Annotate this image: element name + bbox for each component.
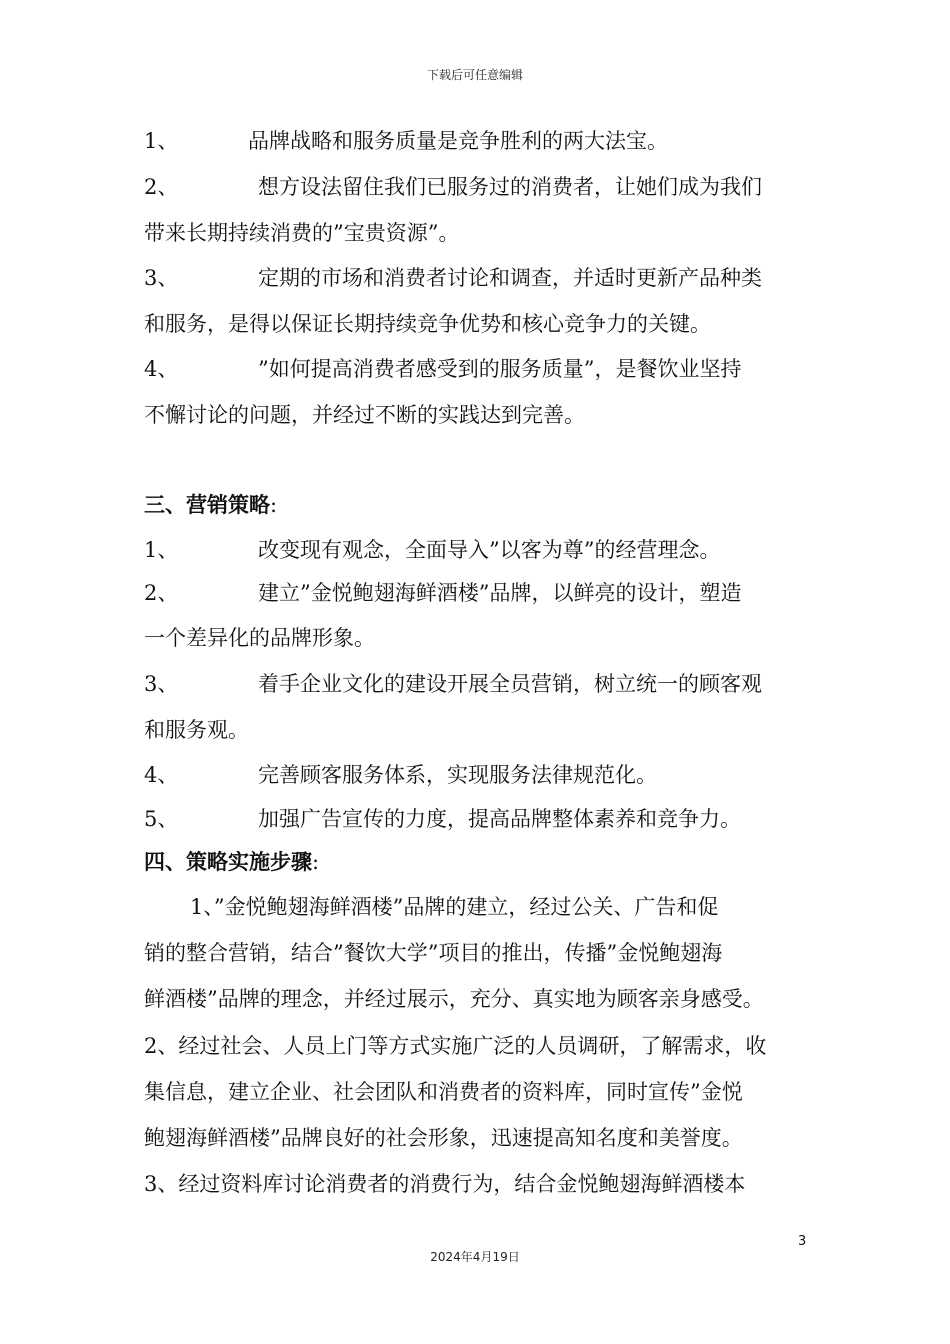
- paragraph-line: 销的整合营销，结合”餐饮大学”项目的推出，传播”金悦鲍翅海: [144, 941, 723, 965]
- item-text: 想方设法留住我们已服务过的消费者，让她们成为我们: [258, 175, 762, 199]
- paragraph-line: 鲍翅海鲜酒楼”品牌良好的社会形象，迅速提高知名度和美誉度。: [144, 1126, 743, 1150]
- item-number: 2、: [144, 581, 179, 605]
- paragraph-line: 鲜酒楼”品牌的理念，并经过展示，充分、真实地为顾客亲身感受。: [144, 987, 764, 1011]
- section-heading: [144, 492, 824, 518]
- paragraph-line: 2、经过社会、人员上门等方式实施广泛的人员调研，了解需求，收: [144, 1034, 767, 1058]
- list-item: [144, 174, 824, 200]
- list-item: [144, 762, 824, 788]
- list-item: [144, 128, 824, 154]
- item-text: 着手企业文化的建设开展全员营销，树立统一的顾客观: [258, 672, 762, 696]
- item-number: 3、: [144, 672, 179, 696]
- item-number: 4、: [144, 357, 179, 381]
- item-continuation: 不懈讨论的问题，并经过不断的实践达到完善。: [144, 403, 585, 427]
- item-text: 改变现有观念，全面导入”以客为尊”的经营理念。: [258, 538, 721, 562]
- item-continuation: 和服务观。: [144, 718, 249, 742]
- list-item: [144, 537, 824, 563]
- item-text: 定期的市场和消费者讨论和调查，并适时更新产品种类: [258, 266, 762, 290]
- item-continuation: 一个差异化的品牌形象。: [144, 626, 375, 650]
- item-text: ”如何提高消费者感受到的服务质量”，是餐饮业坚持: [258, 357, 742, 381]
- page-footer-date: 2024年4月19日: [430, 1250, 520, 1264]
- item-text: 完善顾客服务体系，实现服务法律规范化。: [258, 763, 657, 787]
- list-item: [144, 265, 824, 291]
- item-continuation: 和服务，是得以保证长期持续竞争优势和核心竞争力的关键。: [144, 312, 711, 336]
- item-text: 品牌战略和服务质量是竞争胜利的两大法宝。: [248, 129, 668, 153]
- item-number: 4、: [144, 763, 179, 787]
- section-title: 三、营销策略: [144, 493, 270, 517]
- section-heading: [144, 849, 824, 875]
- heading-colon: :: [312, 850, 320, 874]
- paragraph-line: 集信息，建立企业、社会团队和消费者的资料库，同时宣传”金悦: [144, 1080, 743, 1104]
- section-title: 四、策略实施步骤: [144, 850, 312, 874]
- page-number: 3: [798, 1234, 807, 1249]
- item-text: 建立”金悦鲍翅海鲜酒楼”品牌，以鲜亮的设计，塑造: [258, 581, 742, 605]
- list-item: [144, 580, 824, 606]
- item-number: 1、: [144, 538, 179, 562]
- heading-colon: :: [270, 493, 278, 517]
- item-continuation: 带来长期持续消费的”宝贵资源”。: [144, 221, 460, 245]
- paragraph-line: 3、经过资料库讨论消费者的消费行为，结合金悦鲍翅海鲜酒楼本: [144, 1172, 746, 1196]
- list-item: [144, 806, 824, 832]
- list-item: [144, 671, 824, 697]
- item-number: 5、: [144, 807, 179, 831]
- paragraph-line: 1、”金悦鲍翅海鲜酒楼”品牌的建立，经过公关、广告和促: [190, 895, 719, 919]
- item-text: 加强广告宣传的力度，提高品牌整体素养和竞争力。: [258, 807, 741, 831]
- item-number: 3、: [144, 266, 179, 290]
- item-number: 1、: [144, 129, 179, 153]
- list-item: [144, 356, 824, 382]
- page-header: 下载后可任意编辑: [426, 68, 523, 82]
- item-number: 2、: [144, 175, 179, 199]
